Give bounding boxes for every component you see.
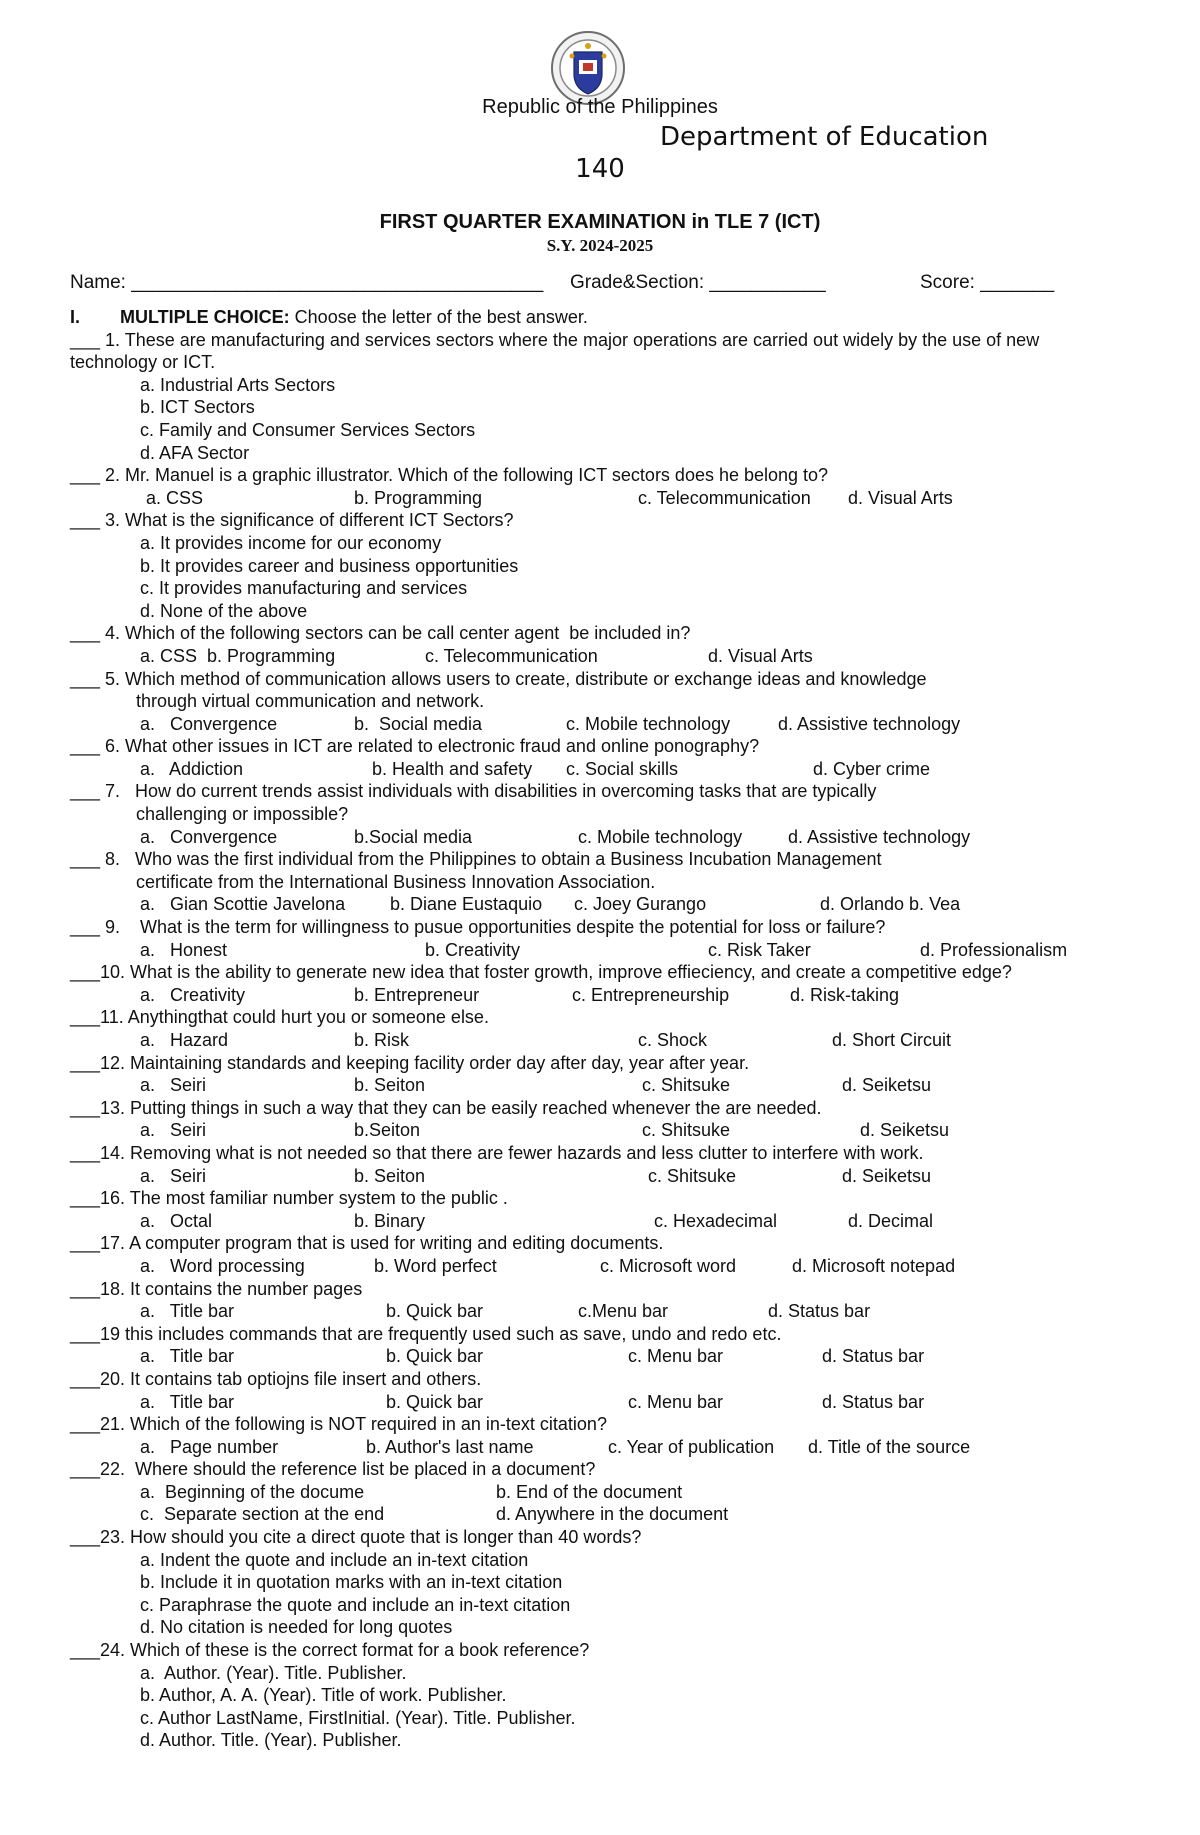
answer-option: d. Status bar xyxy=(822,1391,925,1412)
answer-option: a. CSS b. Programming xyxy=(140,645,336,666)
answer-option: a. Gian Scottie Javelona xyxy=(140,894,346,915)
answer-options-row xyxy=(70,1255,1150,1278)
answer-option: d. Status bar xyxy=(768,1301,871,1322)
answer-option: c. Menu bar xyxy=(628,1346,724,1367)
answer-option: d. Seiketsu xyxy=(842,1075,932,1096)
answer-option: c. Mobile technology xyxy=(578,826,743,847)
question-line: ___ 7. How do current trends assist individuals with disabilities in overcoming tasks that are typically xyxy=(70,781,877,802)
question-line: ___ 4. Which of the following sectors can be call center agent be included in? xyxy=(70,623,691,644)
answer-option: b. Social media xyxy=(354,713,483,734)
answer-option: b. Quick bar xyxy=(386,1301,484,1322)
answer-options-row xyxy=(70,1391,1150,1414)
answer-option: c. Entrepreneurship xyxy=(572,984,730,1005)
answer-option: d. Assistive technology xyxy=(778,713,961,734)
answer-option: c. Risk Taker xyxy=(708,939,811,960)
answer-option: b. Programming xyxy=(354,487,483,508)
answer-options-row xyxy=(70,1029,1150,1052)
answer-option: c. It provides manufacturing and services xyxy=(140,578,468,599)
answer-options-row xyxy=(70,487,1150,510)
answer-option: d. AFA Sector xyxy=(140,442,250,463)
answer-option: b. It provides career and business opportunities xyxy=(140,555,519,576)
question-line: ___ 6. What other issues in ICT are related to electronic fraud and online ponography? xyxy=(70,736,760,757)
answer-option: a. Creativity xyxy=(140,984,246,1005)
answer-option: b. Seiton xyxy=(354,1075,426,1096)
office-code: 140 xyxy=(575,154,625,184)
answer-option: d. None of the above xyxy=(140,600,308,621)
answer-option: c. Menu bar xyxy=(628,1391,724,1412)
answer-options-row xyxy=(70,1300,1150,1323)
answer-options-row xyxy=(70,893,1150,916)
answer-options-row xyxy=(70,713,1150,736)
answer-option: a. Honest xyxy=(140,939,228,960)
question-line: ___ 2. Mr. Manuel is a graphic illustrator. Which of the following ICT sectors does he belong to? xyxy=(70,465,829,486)
department-name: Department of Education xyxy=(660,122,989,152)
answer-options-row xyxy=(70,939,1150,962)
answer-option: c. Telecommunication xyxy=(425,645,598,666)
question-line: ___20. It contains tab optiojns file insert and others. xyxy=(70,1368,482,1389)
question-line: ___21. Which of the following is NOT required in an in-text citation? xyxy=(70,1414,607,1435)
answer-option: a. Seiri xyxy=(140,1120,207,1141)
answer-option: a. Seiri xyxy=(140,1075,207,1096)
answer-option: a. Convergence xyxy=(140,713,278,734)
answer-options-row xyxy=(70,1119,1150,1142)
answer-option: b. Include it in quotation marks with an in-text citation xyxy=(140,1572,563,1593)
question-line: ___14. Removing what is not needed so that there are fewer hazards and less clutter to interfere with work. xyxy=(70,1142,924,1163)
answer-option: d. Visual Arts xyxy=(708,645,813,666)
answer-option: b. Author, A. A. (Year). Title of work. Publisher. xyxy=(140,1685,507,1706)
name-field[interactable]: Name: _______________________________________ xyxy=(70,272,544,293)
deped-seal-icon xyxy=(550,30,626,106)
question-line: ___24. Which of these is the correct format for a book reference? xyxy=(70,1640,590,1661)
answer-option: b. Word perfect xyxy=(374,1255,497,1276)
question-line: ___17. A computer program that is used for writing and editing documents. xyxy=(70,1233,664,1254)
answer-option: b. Diane Eustaquio xyxy=(390,894,543,915)
answer-option: a. Seiri xyxy=(140,1165,207,1186)
section-label: MULTIPLE CHOICE: xyxy=(120,307,290,327)
section-heading xyxy=(70,306,1150,329)
answer-option: a. Convergence xyxy=(140,826,278,847)
answer-option: b. ICT Sectors xyxy=(140,397,255,418)
answer-option: a. Page number xyxy=(140,1436,279,1457)
answer-options-row xyxy=(70,1165,1150,1188)
school-year: S.Y. 2024-2025 xyxy=(546,236,654,255)
answer-option: c. Mobile technology xyxy=(566,713,731,734)
question-continuation: challenging or impossible? xyxy=(136,804,349,825)
question-line: ___ 8. Who was the first individual from the Philippines to obtain a Business Incubation Management xyxy=(70,849,882,870)
answer-option: c. Shitsuke xyxy=(648,1165,737,1186)
question-line: ___23. How should you cite a direct quote that is longer than 40 words? xyxy=(70,1527,642,1548)
answer-option: d. Microsoft notepad xyxy=(792,1255,956,1276)
answer-option: a. Industrial Arts Sectors xyxy=(140,374,336,395)
answer-option: d. Seiketsu xyxy=(860,1120,950,1141)
answer-options-row xyxy=(70,1345,1150,1368)
answer-options-row xyxy=(70,758,1150,781)
answer-option: d. Anywhere in the document xyxy=(496,1504,729,1525)
answer-option: a. CSS xyxy=(146,487,204,508)
answer-option: d. Author. Title. (Year). Publisher. xyxy=(140,1730,402,1751)
answer-option: c. Social skills xyxy=(566,758,679,779)
answer-option: c. Year of publication xyxy=(608,1436,775,1457)
answer-option: c. Microsoft word xyxy=(600,1255,737,1276)
grade-section-field[interactable]: Grade&Section: ___________ xyxy=(570,272,826,293)
answer-option: a. Author. (Year). Title. Publisher. xyxy=(140,1662,407,1683)
answer-option: a. Title bar xyxy=(140,1391,235,1412)
answer-option: a. Word processing xyxy=(140,1255,305,1276)
question-continuation: certificate from the International Business Innovation Association. xyxy=(136,871,656,892)
answer-option: c. Joey Gurango xyxy=(574,894,707,915)
question-continuation: through virtual communication and network. xyxy=(136,691,485,712)
question-line: ___10. What is the ability to generate new idea that foster growth, improve effieciency, and create a competitive edge? xyxy=(70,962,1012,983)
answer-options-row xyxy=(70,1503,1150,1526)
exam-content xyxy=(70,306,1150,1752)
answer-option: a. Octal xyxy=(140,1210,213,1231)
answer-option: c. Shock xyxy=(638,1030,708,1050)
answer-option: d. Title of the source xyxy=(808,1436,971,1457)
question-line: ___ 9. What is the term for willingness to pusue opportunities despite the potential for loss or failure? xyxy=(70,917,886,938)
question-line: technology or ICT. xyxy=(70,352,216,373)
answer-option: c. Telecommunication xyxy=(638,487,811,508)
answer-option: d. Assistive technology xyxy=(788,826,971,847)
answer-option: d. Seiketsu xyxy=(842,1165,932,1186)
question-line: ___ 1. These are manufacturing and services sectors where the major operations are carried out widely by the use of new xyxy=(70,329,1040,350)
answer-option: a. Beginning of the docume xyxy=(140,1481,365,1502)
answer-option: b. Binary xyxy=(354,1210,426,1231)
answer-option: b. Health and safety xyxy=(372,758,533,779)
question-line: ___19 this includes commands that are frequently used such as save, undo and redo etc. xyxy=(70,1323,782,1344)
answer-option: c.Menu bar xyxy=(578,1301,669,1322)
question-line: ___16. The most familiar number system to the public . xyxy=(70,1188,508,1209)
question-line: ___18. It contains the number pages xyxy=(70,1278,363,1299)
answer-option: b. Seiton xyxy=(354,1165,426,1186)
answer-options-row xyxy=(70,826,1150,849)
answer-options-row xyxy=(70,984,1150,1007)
answer-option: d. Cyber crime xyxy=(813,758,931,779)
answer-option: a. Addiction xyxy=(140,758,244,779)
answer-option: b. End of the document xyxy=(496,1481,683,1502)
answer-option: c. Paraphrase the quote and include an in-text citation xyxy=(140,1594,571,1615)
question-line: ___13. Putting things in such a way that they can be easily reached whenever the are needed. xyxy=(70,1097,822,1118)
answer-option: b.Seiton xyxy=(354,1120,421,1141)
answer-options-row xyxy=(70,1436,1150,1459)
answer-option: c. Hexadecimal xyxy=(654,1210,778,1231)
answer-option: c. Shitsuke xyxy=(642,1075,731,1096)
answer-option: c. Author LastName, FirstInitial. (Year). Title. Publisher. xyxy=(140,1707,576,1728)
section-instruction: Choose the letter of the best answer. xyxy=(289,307,588,327)
answer-option: a. Indent the quote and include an in-text citation xyxy=(140,1549,529,1570)
answer-option: b. Creativity xyxy=(425,939,521,960)
answer-option: d. Visual Arts xyxy=(848,487,953,508)
answer-option: d. No citation is needed for long quotes xyxy=(140,1617,453,1638)
question-line: ___ 5. Which method of communication allows users to create, distribute or exchange ideas and knowledge xyxy=(70,668,927,689)
answer-option: b.Social media xyxy=(354,826,473,847)
answer-option: d. Status bar xyxy=(822,1346,925,1367)
answer-option: c. Family and Consumer Services Sectors xyxy=(140,419,476,440)
answer-option: d. Short Circuit xyxy=(832,1030,952,1050)
answer-option: c. Separate section at the end xyxy=(140,1504,385,1525)
answer-option: b. Quick bar xyxy=(386,1391,484,1412)
answer-option: a. Hazard xyxy=(140,1030,229,1050)
exam-title: FIRST QUARTER EXAMINATION in TLE 7 (ICT) xyxy=(379,211,821,233)
answer-option: a. Title bar xyxy=(140,1346,235,1367)
answer-option: b. Quick bar xyxy=(386,1346,484,1367)
answer-option: d. Risk-taking xyxy=(790,984,900,1005)
answer-options-row xyxy=(70,1074,1150,1097)
answer-option: b. Entrepreneur xyxy=(354,984,480,1005)
question-line: ___12. Maintaining standards and keeping facility order day after day, year after year. xyxy=(70,1052,750,1073)
republic-line: Republic of the Philippines xyxy=(482,96,718,118)
answer-option: b. Risk xyxy=(354,1030,410,1050)
answer-option: c. Shitsuke xyxy=(642,1120,731,1141)
answer-options-row xyxy=(70,645,1150,668)
question-line: ___22. Where should the reference list be placed in a document? xyxy=(70,1459,596,1480)
question-line: ___11. Anythingthat could hurt you or someone else. xyxy=(70,1007,489,1028)
answer-option: d. Orlando b. Vea xyxy=(820,894,961,915)
answer-option: a. Title bar xyxy=(140,1301,235,1322)
answer-option: a. It provides income for our economy xyxy=(140,532,442,553)
answer-options-row xyxy=(70,1481,1150,1504)
section-number: I. xyxy=(70,307,81,327)
score-field[interactable]: Score: _______ xyxy=(920,272,1055,293)
answer-option: d. Decimal xyxy=(848,1210,934,1231)
answer-option: d. Professionalism xyxy=(920,939,1068,960)
question-line: ___ 3. What is the significance of different ICT Sectors? xyxy=(70,510,514,531)
answer-option: b. Author's last name xyxy=(366,1436,534,1457)
answer-options-row xyxy=(70,1210,1150,1233)
